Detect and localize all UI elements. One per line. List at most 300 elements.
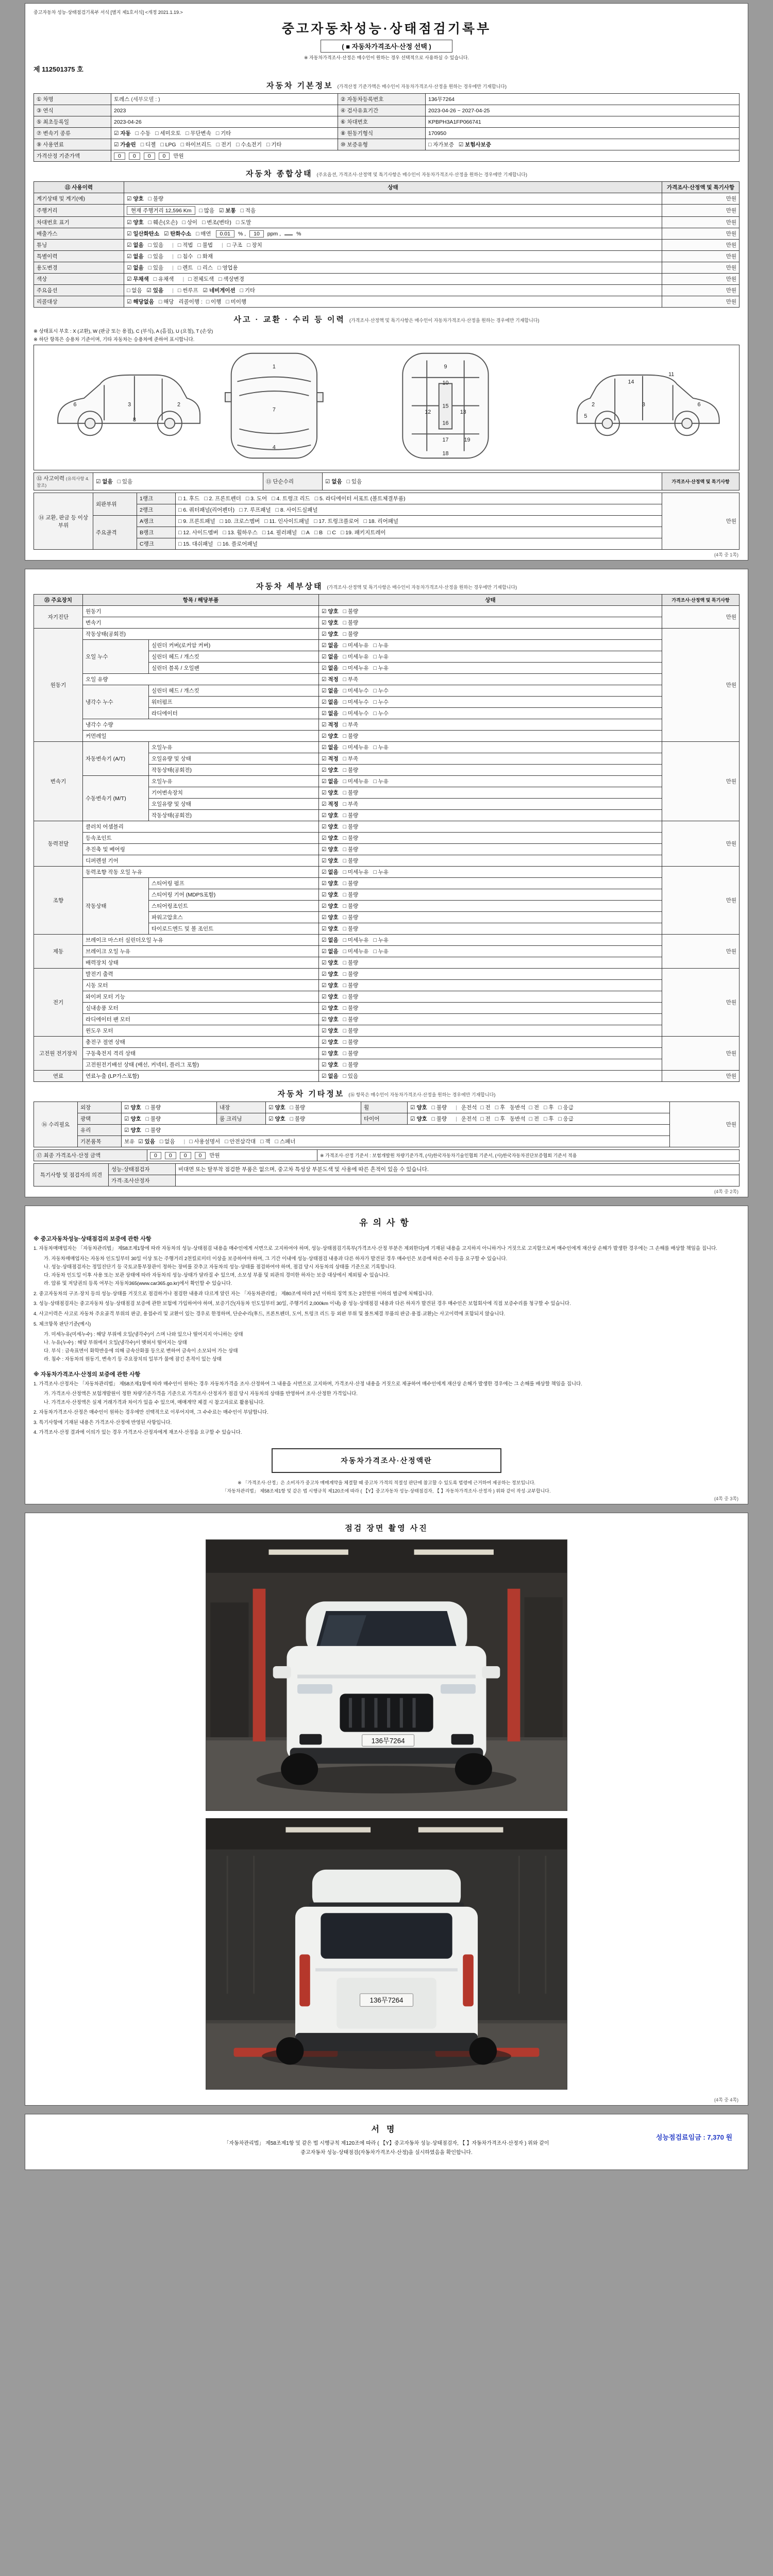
checkbox-option: ☑ 양호 bbox=[322, 960, 339, 966]
checkbox-option: □ LPG bbox=[160, 142, 176, 148]
table-row bbox=[34, 105, 740, 116]
accident-ref: (유의사항 4. 참조) bbox=[37, 476, 90, 488]
basic-note: (가격산정 기준가액은 매수인이 자동차가격조사·산정을 원하는 경우에만 기재합니다) bbox=[337, 84, 507, 89]
value-box bbox=[284, 234, 293, 235]
device-group-label: 연료 bbox=[34, 1071, 83, 1082]
detail-row bbox=[34, 980, 740, 991]
table-row bbox=[34, 1150, 740, 1161]
checkbox-option: ☑ 일산화탄소 bbox=[127, 231, 160, 237]
checkbox-option: □ 누유 bbox=[373, 778, 389, 785]
device-group-label: 제동 bbox=[34, 935, 83, 969]
checkbox-option: ☑ 양호 bbox=[124, 1105, 141, 1111]
checkbox-option: ☑ 양호 bbox=[322, 608, 339, 615]
checkbox-option: □ 전기 bbox=[216, 142, 232, 148]
rank-label: A랭크 bbox=[137, 516, 176, 527]
checkbox-option: □ 불량 bbox=[343, 1028, 359, 1034]
checkbox-option: □ 도말 bbox=[236, 219, 251, 226]
panel-items bbox=[176, 527, 662, 538]
detail-item-label: 커먼레일 bbox=[83, 731, 319, 742]
panel-items bbox=[176, 516, 662, 527]
checkbox-option: □ 불량 bbox=[343, 790, 359, 796]
detail-item-state bbox=[319, 629, 662, 640]
checkbox-option: □ 누유 bbox=[373, 642, 389, 649]
detail-header-device: ⑮ 주요장치 bbox=[34, 595, 83, 606]
checkbox-option: ☑ 양호 bbox=[322, 1062, 339, 1068]
panel-items bbox=[176, 504, 662, 516]
repair-row bbox=[34, 1113, 740, 1125]
overall-item-state bbox=[124, 285, 662, 296]
checkbox-option: □ 후 bbox=[495, 1116, 506, 1122]
text-segment: 동반석 bbox=[510, 1116, 526, 1122]
accident-price-header: 가격조사·산정액 및 특기사항 bbox=[662, 473, 740, 490]
detail-item-label: 작동상태(공회전) bbox=[149, 810, 319, 821]
overall-item-label: 배출가스 bbox=[34, 228, 124, 240]
inspection-fee bbox=[656, 2132, 732, 2142]
panel-exchange-table bbox=[33, 493, 740, 550]
checkbox-option: ☑ 양호 bbox=[268, 1116, 285, 1122]
checkbox-option: □ 불량 bbox=[343, 892, 359, 898]
checkbox-option: ☑ 없음 bbox=[127, 242, 144, 248]
checkbox-option: ☑ 양호 bbox=[268, 1105, 285, 1111]
checkbox-option: □ 안전삼각대 bbox=[225, 1139, 256, 1145]
vehicle-name-label: ① 차명 bbox=[34, 94, 111, 105]
detail-row bbox=[34, 935, 740, 946]
detail-item-label: 오일유량 및 상태 bbox=[149, 753, 319, 765]
checkbox-option: □ 누유 bbox=[373, 654, 389, 660]
detail-row bbox=[34, 878, 740, 889]
overall-title: 자동차 종합상태 bbox=[246, 170, 313, 178]
detail-header-state: 상태 bbox=[319, 595, 662, 606]
checkbox-option: □ 세미오토 bbox=[155, 130, 181, 137]
checkbox-option: □ 전 bbox=[480, 1116, 491, 1122]
final-price-label: ⑰ 최종 가격조사·산정 금액 bbox=[34, 1150, 147, 1161]
detail-item-state bbox=[319, 844, 662, 855]
checkbox-option: ☑ 양호 bbox=[322, 1016, 339, 1023]
checkbox-option: □ 누수 bbox=[373, 710, 389, 717]
detail-row bbox=[34, 742, 740, 753]
repair-row bbox=[34, 1136, 740, 1147]
svg-text:13: 13 bbox=[460, 409, 466, 416]
detail-item-label: 파워고압호스 bbox=[149, 912, 319, 923]
checkbox-option: □ 미세누유 bbox=[343, 654, 369, 660]
repair-item-state bbox=[408, 1113, 670, 1125]
value-box: 0 bbox=[150, 1152, 161, 1159]
notice-block: 3. 특기사항에 기재된 내용은 가격조사·산정에 반영된 사항입니다. bbox=[33, 1419, 172, 1426]
overall-price-cell: 만원 bbox=[662, 296, 740, 308]
svg-text:11: 11 bbox=[668, 371, 675, 378]
repair-price-cell: 만원 bbox=[670, 1102, 740, 1147]
checkbox-option: □ 불량 bbox=[343, 1016, 359, 1023]
detail-row bbox=[34, 629, 740, 640]
notice-block: 다. 부식 : 금속표면이 화학반응에 의해 금속산화물 등으로 변하여 금속이 소모되어 가는 상태 bbox=[44, 1348, 238, 1354]
exchange-section-label: ⑭ 교환, 판금 등 이상 부위 bbox=[34, 493, 93, 550]
detail-item-state bbox=[319, 1003, 662, 1014]
checkbox-option: ☑ 보험사보증 bbox=[458, 142, 491, 148]
detail-item-label: 실린더 헤드 / 개스킷 bbox=[149, 651, 319, 663]
text-segment: 운전석 bbox=[461, 1105, 477, 1111]
checkbox-option: □ 2. 프론트펜더 bbox=[204, 496, 241, 502]
checkbox-option: □ 누수 bbox=[373, 699, 389, 705]
fee-value: 7,370 원 bbox=[707, 2133, 732, 2141]
detail-item-state bbox=[319, 1048, 662, 1059]
checkbox-option: □ 하이브리드 bbox=[180, 142, 212, 148]
checkbox-option: ☑ 양호 bbox=[322, 824, 339, 830]
checkbox-option: □ 미세누유 bbox=[343, 665, 369, 671]
overall-header-state: 상태 bbox=[124, 182, 662, 193]
detail-price-cell: 만원 bbox=[662, 606, 740, 629]
form-reference-note: 중고자동차 성능·상태점검기록부 서식 [별지 제1호서식] <개정 2021.1.19.> bbox=[33, 10, 183, 15]
checkbox-option: □ 미이행 bbox=[226, 299, 247, 305]
checkbox-option: ☑ 양호 bbox=[127, 219, 144, 226]
detail-item-state bbox=[319, 889, 662, 901]
detail-item-state bbox=[319, 912, 662, 923]
detail-item-state bbox=[319, 765, 662, 776]
appraiser-opinion-text bbox=[176, 1175, 740, 1187]
checkbox-option: ☑ 없음 bbox=[322, 948, 339, 955]
detail-item-label: 연료누출 (LP가스포함) bbox=[83, 1071, 319, 1082]
year-value: 2023 bbox=[111, 105, 338, 116]
checkbox-option: □ A bbox=[301, 530, 310, 536]
notice-block: 1. 자동차매매업자는 「자동차관리법」 제58조제1항에 따라 자동차의 성능·상태점검 내용을 매수인에게 서면으로 고지하여야 하며, 성능·상태점검기록부(가격조사·산정 부분은 제외한다)에 기재된 내용을 고지하지 아니하거나 거짓으로 고지함으로써 매수인에게 재산상 손해가 발생한 경우에는 그 손해를 배상할 책임을 집니다. bbox=[33, 1246, 717, 1251]
detail-item-label: 타이로드엔드 및 볼 조인트 bbox=[149, 923, 319, 935]
notice-block: 2. 자동차가격조사·산정은 매수인이 원하는 경우에만 선택적으로 이루어지며, 그 수수료는 매수인이 부담합니다. bbox=[33, 1409, 268, 1415]
checkbox-option: □ 누유 bbox=[373, 869, 389, 875]
checkbox-option: □ 불량 bbox=[343, 971, 359, 977]
checkbox-option: ☑ 무채색 bbox=[127, 276, 149, 282]
detail-row bbox=[34, 617, 740, 629]
overall-item-label: 튜닝 bbox=[34, 240, 124, 251]
checkbox-option: ☑ 양호 bbox=[322, 631, 339, 637]
detail-row bbox=[34, 776, 740, 787]
overall-item-state bbox=[124, 274, 662, 285]
checkbox-option: □ 기타 bbox=[266, 142, 282, 148]
document-number: 제 112501375 호 bbox=[33, 65, 83, 73]
notice-block: 나. 누유(누수) : 해당 부위에서 오일(냉각수)이 맺혀서 떨어지는 상태 bbox=[44, 1340, 187, 1346]
detail-item-label: 실린더 커버(로커암 커버) bbox=[149, 640, 319, 651]
checkbox-option: ☑ 없음 bbox=[322, 699, 339, 705]
first-reg-value: 2023-04-26 bbox=[111, 116, 338, 128]
base-price-label: 가격산정 기준가액 bbox=[34, 150, 111, 162]
text-segment: 보유 bbox=[124, 1139, 135, 1145]
svg-text:9: 9 bbox=[444, 364, 447, 370]
overall-item-state bbox=[124, 217, 662, 228]
checkbox-option: □ 6. 쿼터패널(리어펜더) bbox=[178, 507, 235, 513]
checkbox-option: □ 응급 bbox=[558, 1105, 574, 1111]
table-row bbox=[34, 94, 740, 105]
notice-block: ※ 자동차가격조사·산정의 보증에 관한 사항 bbox=[33, 1371, 141, 1378]
checkbox-option: □ 미세누유 bbox=[343, 744, 369, 751]
repair-row bbox=[34, 1125, 740, 1136]
detail-item-label: 워터펌프 bbox=[149, 697, 319, 708]
checkbox-option: □ 9. 프론트패널 bbox=[178, 518, 215, 524]
detail-item-label: 디퍼렌셜 기어 bbox=[83, 855, 319, 867]
checkbox-option: □ 불량 bbox=[343, 903, 359, 909]
checkbox-option: □ 전 bbox=[480, 1105, 491, 1111]
checkbox-option: ☑ 없음 bbox=[322, 778, 339, 785]
damage-basis-legend: ※ 하단 항목은 승용차 기준이며, 기타 자동차는 승용차에 준하여 표시합니다. bbox=[33, 337, 195, 343]
detail-item-state bbox=[319, 1071, 662, 1082]
checkbox-option: □ 기타 bbox=[215, 130, 231, 137]
detail-item-state bbox=[319, 651, 662, 663]
overall-row bbox=[34, 296, 740, 308]
detail-item-label: 라디에이터 bbox=[149, 708, 319, 719]
checkbox-option: □ 디젤 bbox=[140, 142, 156, 148]
checkbox-option: ☑ 양호 bbox=[322, 812, 339, 819]
checkbox-option: □ 부족 bbox=[343, 676, 359, 683]
checkbox-option: □ 부족 bbox=[343, 756, 359, 762]
detail-item-label: 작동상태(공회전) bbox=[149, 765, 319, 776]
page-marker: (4쪽 중 2쪽) bbox=[714, 1189, 738, 1194]
detail-item-label: 스티어링조인트 bbox=[149, 901, 319, 912]
overall-row bbox=[34, 262, 740, 274]
overall-item-state bbox=[124, 251, 662, 262]
device-group-label: 자기진단 bbox=[34, 606, 83, 629]
checkbox-option: □ 불법 bbox=[197, 242, 213, 248]
inspector-role-label: 성능·상태점검자 bbox=[109, 1164, 176, 1175]
checkbox-option: □ 17. 트렁크플로어 bbox=[314, 518, 359, 524]
panel-category-label: 주요골격 bbox=[93, 516, 137, 550]
detail-row bbox=[34, 946, 740, 957]
overall-item-label: 주행거리 bbox=[34, 205, 124, 217]
table-row bbox=[34, 139, 740, 150]
panel-photos bbox=[25, 1513, 748, 2106]
checkbox-option: ☑ 적정 bbox=[322, 801, 339, 807]
rank-label: B랭크 bbox=[137, 527, 176, 538]
final-price-value bbox=[147, 1150, 317, 1161]
detail-row bbox=[34, 674, 740, 685]
checkbox-option: □ 불량 bbox=[343, 631, 359, 637]
detail-condition-table bbox=[33, 594, 740, 1082]
panel-items bbox=[176, 493, 662, 504]
basic-info-table bbox=[33, 93, 740, 162]
panel-signature bbox=[25, 2114, 748, 2170]
detail-price-cell: 만원 bbox=[662, 742, 740, 821]
detail-row bbox=[34, 1037, 740, 1048]
device-group-label: 원동기 bbox=[34, 629, 83, 742]
checkbox-option: □ 불량 bbox=[148, 196, 164, 202]
svg-text:4: 4 bbox=[272, 444, 276, 451]
detail-item-state bbox=[319, 776, 662, 787]
checkbox-option: □ 1. 후드 bbox=[178, 496, 200, 502]
detail-row bbox=[34, 844, 740, 855]
detail-item-label: 오일누유 bbox=[149, 742, 319, 753]
checkbox-option: □ 기타 bbox=[240, 287, 256, 294]
overall-item-state bbox=[124, 240, 662, 251]
checkbox-option: □ 누수 bbox=[373, 688, 389, 694]
inspector-opinion-text: 비대면 또는 탈부착 점검한 부품은 없으며, 중고차 특성상 부분도색 및 사용에 따른 흔적이 있을 수 있습니다. bbox=[176, 1164, 740, 1175]
value-box: 0 bbox=[129, 152, 140, 160]
checkbox-option: ☑ 없음 bbox=[322, 1073, 339, 1079]
repair-item-label: 외장 bbox=[78, 1102, 122, 1113]
checkbox-option: ☑ 해당없음 bbox=[127, 299, 154, 305]
checkbox-option: ☑ 있음 bbox=[146, 287, 164, 294]
checkbox-option: □ 잭 bbox=[260, 1139, 271, 1145]
repair-item-state bbox=[266, 1113, 361, 1125]
inspection-period-label: ④ 검사유효기간 bbox=[338, 105, 426, 116]
checkbox-option: □ 10. 크로스멤버 bbox=[220, 518, 260, 524]
overall-price-cell: 만원 bbox=[662, 240, 740, 251]
table-row bbox=[34, 150, 740, 162]
detail-item-state bbox=[319, 923, 662, 935]
checkbox-option: ☑ 적정 bbox=[322, 676, 339, 683]
svg-text:14: 14 bbox=[628, 379, 634, 385]
detail-item-state bbox=[319, 821, 662, 833]
overall-price-cell: 만원 bbox=[662, 285, 740, 296]
notice-block: 가. 자동차매매업자는 자동차 인도일부터 30일 이상 또는 주행거리 2천킬로미터 이상을 보증하여야 하며, 그 기간 이내에 성능·상태점검 내용과 다른 하자가 발견된 경우 매수인은 보증에 따른 수리 등을 요구할 수 있습니다. bbox=[44, 1256, 508, 1262]
detail-row bbox=[34, 855, 740, 867]
price-option-box: ( ■ 자동차가격조사·산정 선택 ) bbox=[321, 40, 452, 53]
checkbox-option: □ 19. 패키지트레이 bbox=[341, 530, 386, 536]
exchange-row bbox=[34, 527, 740, 538]
text-segment: 운전석 bbox=[461, 1116, 477, 1122]
detail-item-state bbox=[319, 731, 662, 742]
checkbox-option: □ 후 bbox=[544, 1105, 554, 1111]
detail-item-state bbox=[319, 991, 662, 1003]
checkbox-option: □ 침수 bbox=[177, 253, 193, 260]
signature-statement-2: 중고자동차 성능·상태점검(자동차가격조사·산정)을 실시하였음을 확인합니다. bbox=[300, 2149, 473, 2156]
vehicle-name-value bbox=[111, 94, 338, 105]
rank-label: C랭크 bbox=[137, 538, 176, 550]
checkbox-option: □ 불량 bbox=[343, 1039, 359, 1045]
value-box: 0 bbox=[195, 1152, 206, 1159]
checkbox-option: □ 있음 bbox=[343, 1073, 359, 1079]
detail-item-label: 냉각수 수량 bbox=[83, 719, 319, 731]
final-price-table bbox=[33, 1149, 740, 1161]
checkbox-option: □ 미세누수 bbox=[343, 688, 369, 694]
text-segment: % , bbox=[238, 231, 246, 237]
checkbox-option: □ C bbox=[327, 530, 337, 536]
engine-type-label: ⑧ 원동기형식 bbox=[338, 128, 426, 139]
checkbox-option: □ 3. 도어 bbox=[245, 496, 267, 502]
detail-row bbox=[34, 833, 740, 844]
detail-item-label: 클러치 어셈블리 bbox=[83, 821, 319, 833]
checkbox-option: ☑ 양호 bbox=[124, 1116, 141, 1122]
checkbox-option: □ 해당 bbox=[158, 299, 174, 305]
detail-row bbox=[34, 731, 740, 742]
table-header-row bbox=[34, 595, 740, 606]
rank-label: 1랭크 bbox=[137, 493, 176, 504]
opinion-label: 특기사항 및 점검자의 의견 bbox=[34, 1164, 109, 1187]
price-basis-note: ※ 가격조사·산정 기준서 : 보험개발원 차량기준가격, (사)한국자동차기술인협회 기준서, (사)한국자동차진단보증협회 기준서 적용 bbox=[317, 1150, 740, 1161]
signature-title: 서명 bbox=[371, 2125, 402, 2134]
table-row bbox=[34, 1164, 740, 1175]
overall-row bbox=[34, 193, 740, 205]
checkbox-option: □ 부족 bbox=[343, 722, 359, 728]
year-label: ③ 연식 bbox=[34, 105, 111, 116]
checkbox-option: □ 장치 bbox=[247, 242, 262, 248]
checkbox-option: □ 색상변경 bbox=[219, 276, 244, 282]
repair-item-label: 타이어 bbox=[361, 1113, 408, 1125]
overall-item-label: 용도변경 bbox=[34, 262, 124, 274]
checkbox-option: ☑ 양호 bbox=[322, 1050, 339, 1057]
accident-history-table bbox=[33, 472, 740, 490]
panel-notice bbox=[25, 1206, 748, 1504]
inspection-period-value: 2023-04-26 ~ 2027-04-25 bbox=[426, 105, 740, 116]
checkbox-option: ☑ 양호 bbox=[322, 846, 339, 853]
svg-text:17: 17 bbox=[442, 436, 449, 443]
checkbox-option: ☑ 보통 bbox=[219, 208, 236, 214]
checkbox-option: □ 있음 bbox=[148, 265, 164, 271]
sub-group-label: 자동변속기 (A/T) bbox=[83, 742, 149, 776]
checkbox-option: ☑ 자동 bbox=[114, 130, 131, 137]
sub-group-label: 수동변속기 (M/T) bbox=[83, 776, 149, 821]
overall-price-cell: 만원 bbox=[662, 217, 740, 228]
vehicle-submodel: (세부모델 : ) bbox=[131, 96, 160, 103]
checkbox-option: □ 화재 bbox=[197, 253, 213, 260]
simple-repair-options bbox=[323, 473, 662, 490]
checkbox-option: □ B bbox=[314, 530, 323, 536]
base-price-value bbox=[111, 150, 740, 162]
detail-item-state bbox=[319, 606, 662, 617]
checkbox-option: □ 적법 bbox=[177, 242, 193, 248]
section-title-accident bbox=[33, 314, 740, 325]
detail-price-cell: 만원 bbox=[662, 969, 740, 1037]
overall-note: (주요옵션, 가격조사·산정액 및 특기사항은 매수인이 자동차가격조사·산정을 원하는 경우에만 기재합니다) bbox=[316, 172, 527, 177]
detail-item-state bbox=[319, 1014, 662, 1025]
divider: | bbox=[172, 287, 174, 294]
checkbox-option: □ 불량 bbox=[343, 733, 359, 739]
checkbox-option: □ 16. 플로어패널 bbox=[217, 541, 258, 547]
checkbox-option: ☑ 없음 bbox=[325, 479, 342, 485]
detail-item-label: 윈도우 모터 bbox=[83, 1025, 319, 1037]
checkbox-option: □ 전체도색 bbox=[188, 276, 214, 282]
value-box: 현재 주행거리 12,596 Km bbox=[127, 206, 195, 215]
accident-history-label bbox=[34, 473, 93, 490]
value-box: 0 bbox=[180, 1152, 191, 1159]
value-box: 0 bbox=[159, 152, 170, 160]
checkbox-option: □ 없음 bbox=[159, 1139, 175, 1145]
overall-row bbox=[34, 285, 740, 296]
notice-block: 나. 가격조사·산정액은 실제 거래가격과 차이가 있을 수 있으며, 매매계약 체결 시 참고자료로 활용됩니다. bbox=[44, 1399, 265, 1405]
svg-text:8: 8 bbox=[132, 416, 136, 423]
detail-item-label: 브레이크 오일 누유 bbox=[83, 946, 319, 957]
lift-post-right bbox=[508, 1589, 520, 1741]
overall-price-cell: 만원 bbox=[662, 251, 740, 262]
checkbox-option: ☑ 양호 bbox=[322, 971, 339, 977]
checkbox-option: ☑ 양호 bbox=[127, 196, 144, 202]
checkbox-option: ☑ 양호 bbox=[322, 1028, 339, 1034]
detail-row bbox=[34, 719, 740, 731]
checkbox-option: ☑ 적정 bbox=[322, 722, 339, 728]
checkbox-option: □ 불량 bbox=[145, 1116, 161, 1122]
checkbox-option: □ 미세누유 bbox=[343, 937, 369, 943]
checkbox-option: □ 유채색 bbox=[153, 276, 174, 282]
notice-block: 1. 가격조사·산정자는 「자동차관리법」 제58조제1항에 따라 매수인이 원하는 경우 자동차가격을 조사·산정하여 그 내용을 서면으로 고지하며, 가격조사·산정 내용을 거짓으로 제공하여 매수인에게 재산상 손해가 발생한 경우에는 그 손해를 배상할 책임을 집니다. bbox=[33, 1381, 582, 1387]
divider: | bbox=[183, 1139, 186, 1145]
detail-item-state bbox=[319, 935, 662, 946]
detail-row bbox=[34, 1048, 740, 1059]
checkbox-option: □ 누유 bbox=[373, 744, 389, 751]
checkbox-option: ☑ 양호 bbox=[322, 733, 339, 739]
detail-header-item: 항목 / 해당부품 bbox=[83, 595, 319, 606]
checkbox-option: ☑ 양호 bbox=[410, 1116, 427, 1122]
overall-item-label: 색상 bbox=[34, 274, 124, 285]
notice-footer-2: 「자동차관리법」 제58조제1항 및 같은 법 시행규칙 제120조에 따라 ( 【Y】중고자동차 성능·상태점검자, 【 】자동차가격조사·산정자 ) 위와 같이 작성·교부합니다. bbox=[222, 1488, 551, 1494]
detail-row bbox=[34, 1059, 740, 1071]
checkbox-option: ☑ 양호 bbox=[322, 892, 339, 898]
checkbox-option: ☑ 없음 bbox=[322, 710, 339, 717]
checkbox-option: ☑ 없음 bbox=[322, 642, 339, 649]
detail-row bbox=[34, 957, 740, 969]
checkbox-option: □ 수동 bbox=[135, 130, 151, 137]
checkbox-option: ☑ 네비게이션 bbox=[203, 287, 236, 294]
checkbox-option: ☑ 양호 bbox=[322, 994, 339, 1000]
detail-price-cell: 만원 bbox=[662, 935, 740, 969]
checkbox-option: □ 미세누수 bbox=[343, 699, 369, 705]
detail-item-state bbox=[319, 753, 662, 765]
checkbox-option: □ 15. 대쉬패널 bbox=[178, 541, 213, 547]
text-segment: % bbox=[296, 231, 301, 237]
